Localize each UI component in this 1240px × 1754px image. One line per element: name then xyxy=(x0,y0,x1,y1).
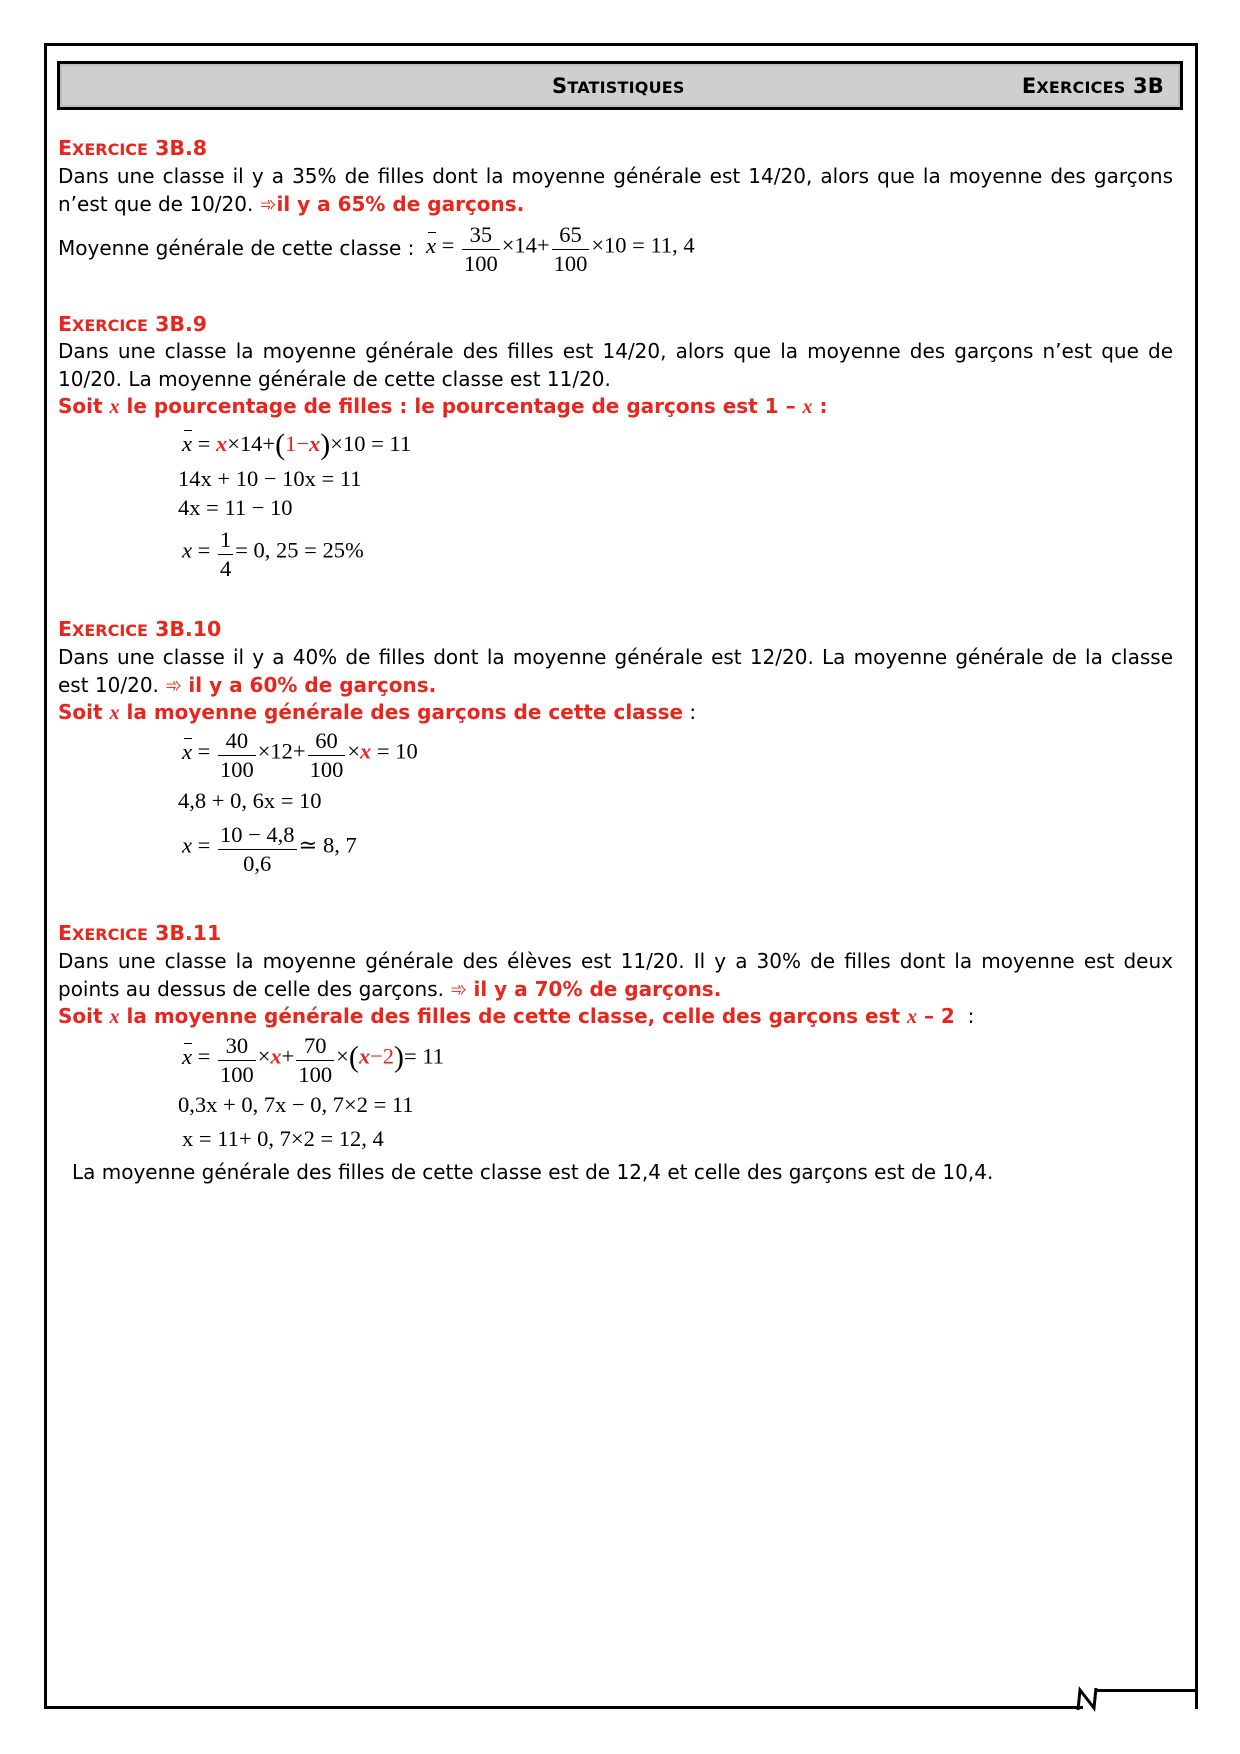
exercise-3b11-setup: Soit x la moyenne générale des filles de cette classe, celle des garçons est x – 2 : xyxy=(58,1004,975,1028)
exercise-3b8-mean-label: Moyenne générale de cette classe : xyxy=(58,236,415,260)
arrow-icon: ➾ xyxy=(259,192,277,216)
exercise-3b10-setup: Soit x la moyenne générale des garçons de cette classe : xyxy=(58,700,697,724)
exercise-3b9-statement: Dans une classe la moyenne générale des filles est 14/20, alors que la moyenne des garçons n’est que de 10/20. La moyenne générale de cette classe est 11/20. xyxy=(58,339,1173,391)
arrow-icon: ➾ xyxy=(165,673,183,697)
exercise-3b11-eq3: x = 11+ 0, 7×2 = 12, 4 xyxy=(182,1126,384,1151)
exercise-3b10-statement: Dans une classe il y a 40% de filles dont la moyenne générale est 12/20. La moyenne générale de la classe est 10/20. ➾ il y a 60% de garçons. xyxy=(58,645,1173,697)
exercise-3b8-formula: x = $\frac{35}{100}$ ×14+ $\frac{65}{100}$ ×10 = 11, 4 xyxy=(426,222,695,276)
exercise-3b11-eq1: x = $\frac{30}{100}$ ×x+ $\frac{70}{100}$ ×(x−2)= 11 xyxy=(182,1033,444,1087)
exercise-3b10-title: EXERCICE 3B.10 xyxy=(58,617,222,641)
arrow-icon: ➾ xyxy=(450,977,468,1001)
exercise-3b10-eq2: 4,8 + 0, 6x = 10 xyxy=(178,788,322,813)
page-frame xyxy=(44,43,1198,1709)
exercise-3b10-eq1: x = $\frac{40}{100}$ ×12+ $\frac{60}{100}$ ×x = 10 xyxy=(182,728,418,782)
exercise-3b9-eq3: 4x = 11 − 10 xyxy=(178,495,293,520)
page-frame-bottom xyxy=(44,1706,1083,1709)
exercise-3b8-title: EXERCICE 3B.8 xyxy=(58,136,208,160)
corner-fold-mark xyxy=(1076,1686,1100,1712)
exercise-3b11-conclusion: La moyenne générale des filles de cette classe est de 12,4 et celle des garçons est de 10,4. xyxy=(72,1160,994,1184)
header-bar xyxy=(57,61,1183,110)
exercise-3b11-eq2: 0,3x + 0, 7x − 0, 7×2 = 11 xyxy=(178,1092,414,1117)
header-section: EXERCICES 3B xyxy=(1021,74,1164,98)
page-frame-bottom-right xyxy=(1096,1689,1195,1692)
exercise-3b8-statement: Dans une classe il y a 35% de filles dont la moyenne générale est 14/20, alors que la moyenne des garçons n’est que de 10/20. ➾il y a 65% de garçons. xyxy=(58,164,1173,216)
exercise-3b10-eq3: x = $\frac{10 - 4,8}{0,6}$ ≃ 8, 7 xyxy=(182,822,357,876)
exercise-3b9-setup: Soit x le pourcentage de filles : le pourcentage de garçons est 1 – x : xyxy=(58,394,828,418)
exercise-3b11-title: EXERCICE 3B.11 xyxy=(58,921,222,945)
header-title: STATISTIQUES xyxy=(552,74,685,98)
exercise-3b9-eq1: x = x×14+(1−x)×10 = 11 xyxy=(182,428,412,461)
exercise-3b9-eq2: 14x + 10 − 10x = 11 xyxy=(178,466,362,491)
exercise-3b9-eq4: x = $\frac{1}{4}$ = 0, 25 = 25% xyxy=(182,527,364,581)
exercise-3b9-title: EXERCICE 3B.9 xyxy=(58,312,208,336)
exercise-3b11-statement: Dans une classe la moyenne générale des élèves est 11/20. Il y a 30% de filles dont la moyenne est deux points au dessus de celle des garçons. ➾ il y a 70% de garçons. xyxy=(58,949,1173,1001)
